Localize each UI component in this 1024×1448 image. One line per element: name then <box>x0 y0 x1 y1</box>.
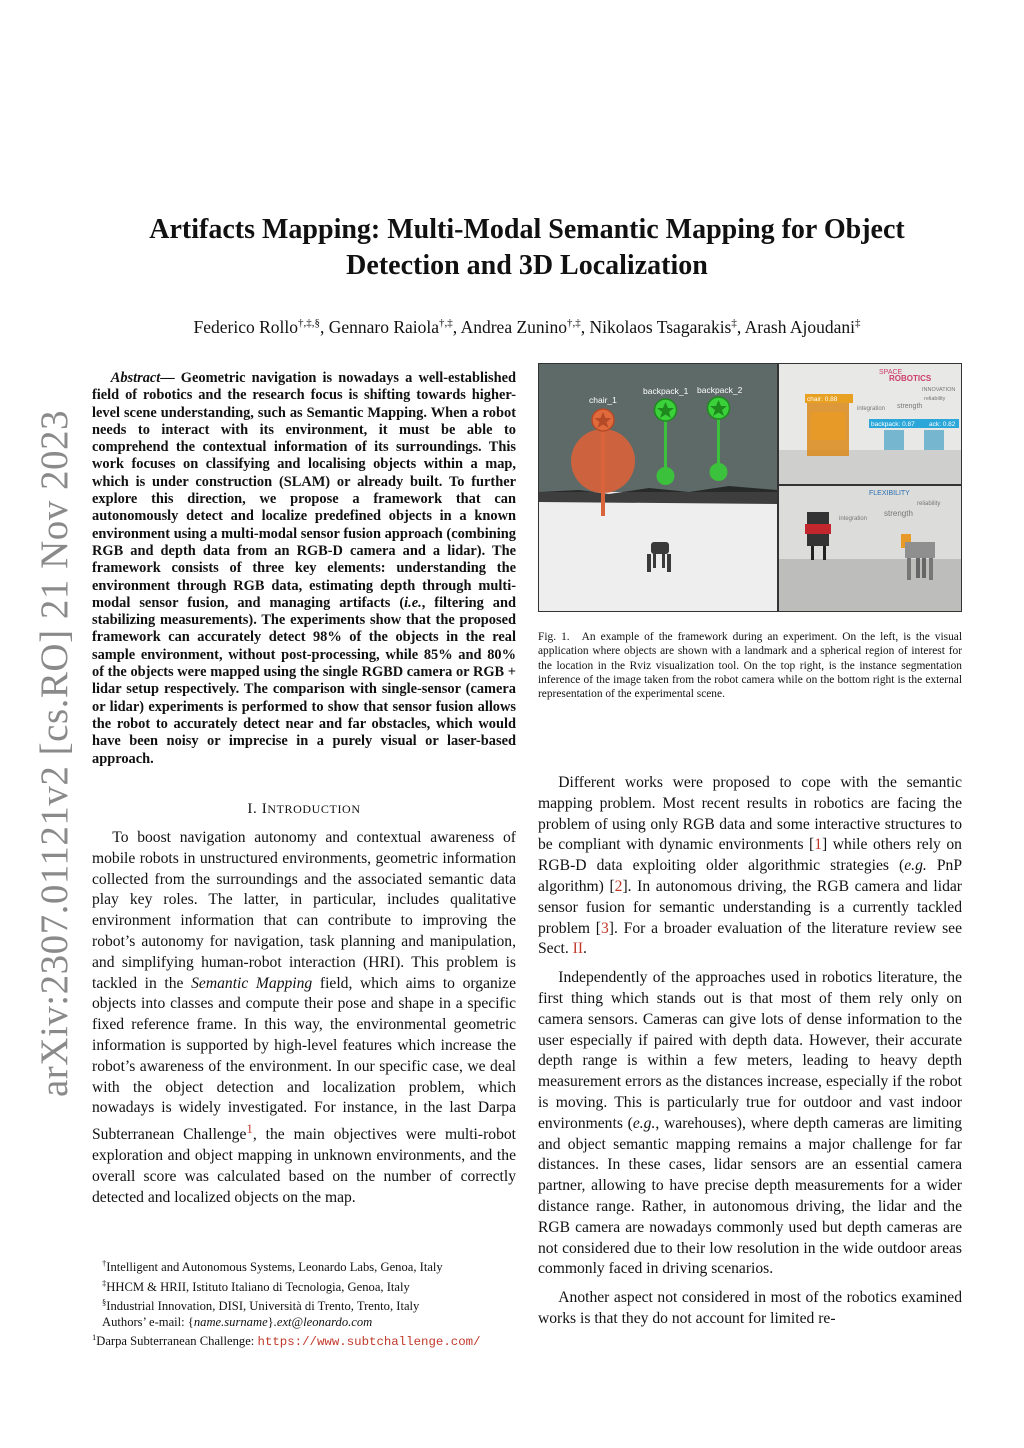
section-heading-introduction <box>92 800 516 818</box>
email-domain-part: .ext@leonardo.com <box>273 1314 373 1329</box>
abstract-ie: i.e. <box>404 594 422 611</box>
body-text: , warehouses), where depth cameras are limiting and object semantic mapping remains a major challenge for far distances. In these cases, lidar sensors are an essential camera partner, allowing to have precise depth measurements for a wider distance range. Rather, in autonomous driving, the lidar and the RGB camera are nowadays commonly used but depth cameras are not considered due to their low resolution in the wide outdoor areas commonly faced in driving scenarios. <box>538 1114 962 1278</box>
detection-chair: chair: 0.88 <box>807 396 838 403</box>
caption-label: Fig. 1. <box>538 631 570 643</box>
body-text: ]. In autonomous driving, the RGB camera and lidar sensor fusion for semantic understanding is a currently tackled problem [ <box>538 877 962 937</box>
author-name: Andrea Zunino <box>460 316 568 337</box>
footnote-text: Intelligent and Autonomous Systems, Leonardo Labs, Genoa, Italy <box>106 1260 443 1275</box>
affiliation-marks: †,‡,§ <box>297 317 320 329</box>
wall-text: integration <box>857 406 886 412</box>
right-paragraph-3 <box>538 1288 962 1330</box>
wall-text: ROBOTICS <box>889 374 932 383</box>
section-number: I. <box>247 801 258 817</box>
affiliation-marks: †,‡ <box>567 317 581 329</box>
footnote-affiliation <box>92 1256 516 1276</box>
intro-text-b: field, which aims to organize objects into classes and compute their pose and shape in a specific fixed reference frame. In this way, the environmental geometric information is supported by high-level features which increase the robot’s awareness of the environment. In our specific case, we deal with the object detection and localization problem, which nowadays is widely investigated. For instance, in the last Darpa Subterranean Challenge <box>92 974 516 1144</box>
caption-text: An example of the framework during an experiment. On the left, is the visual application where objects are shown with a landmark and a spherical region of interest for the location in the Rviz visualization tool. On the top right, is the instance segmentation inference of the image taken from the robot camera while on the bottom right is the external representation of the experimental scene. <box>538 631 962 701</box>
footnote-affiliation <box>92 1295 516 1315</box>
abstract <box>92 370 516 768</box>
label-backpack-1: backpack_1 <box>643 386 689 396</box>
citation-link[interactable]: 2 <box>614 877 623 895</box>
wall-text: INNOVATION <box>922 387 956 393</box>
intro-text-c: , the main objectives were multi-robot exploration and object mapping in unknown environments, and the overall score was calculated based on the number of correctly detected and localized objects on the map. <box>92 1126 516 1206</box>
abstract-text-a: Geometric navigation is nowadays a well-established field of robotics and the research focus is shifting towards higher-level scene understanding, such as Semantic Mapping. When a robot needs to interact with its environment, it must be able to comprehend the contextual information of its surroundings. This work focuses on classifying and localising objects within a map, which is under construction (SLAM) or already built. To further explore this direction, we propose a framework that can autonomously detect and localize predefined objects in a known environment using a multi-modal sensor fusion approach (combining RGB and depth data from an RGB-D camera and a lidar). The framework consists of three key elements: understanding the environment through RGB data, estimating depth through multi-modal sensor fusion, and managing artifacts ( <box>92 370 516 611</box>
footnote-text: Darpa Subterranean Challenge: <box>96 1334 258 1349</box>
footnote-darpa <box>92 1330 516 1351</box>
right-paragraph-2 <box>538 968 962 1280</box>
affiliation-marks: ‡ <box>855 317 861 329</box>
footnotes <box>92 1256 516 1351</box>
section-link[interactable]: II <box>572 940 584 958</box>
author-list: Federico Rollo†,‡,§, Gennaro Raiola†,‡, Andrea Zunino†,‡, Nikolaos Tsagarakis‡, Arash Ajoudani‡ <box>193 316 861 337</box>
body-emphasis: e.g. <box>632 1114 656 1132</box>
footnote-link[interactable]: 1 <box>246 1121 253 1137</box>
author-name: Gennaro Raiola <box>328 316 440 337</box>
darpa-url-link[interactable]: https://www.subtchallenge.com/ <box>257 1335 481 1350</box>
body-text: . <box>583 940 587 958</box>
arxiv-identifier-stamp: arXiv:2307.01121v2 [cs.RO] 21 Nov 2023 <box>33 410 76 1097</box>
author-name: Arash Ajoudani <box>744 316 856 337</box>
citation-link[interactable]: 3 <box>600 919 609 937</box>
author-name: Nikolaos Tsagarakis <box>589 316 732 337</box>
affiliation-marks: †,‡ <box>439 317 453 329</box>
body-text: Independently of the approaches used in robotics literature, the first thing which stands out is that most of them rely only on camera sensors. Cameras can give lots of dense information to the user especially if paired with depth data. However, their accurate depth range is within a few meters, leading to heavy depth measurement errors as the distances increase, especially if the robot is moving. This is particularly true for outdoor and vast indoor environments ( <box>538 969 962 1132</box>
label-backpack-2: backpack_2 <box>697 385 743 395</box>
affiliation-marks: ‡ <box>731 317 737 329</box>
introduction-body <box>92 828 516 1209</box>
figure-1-caption <box>538 630 962 701</box>
body-text: Another aspect not considered in most of the robotics examined works is that they do not account for limited re- <box>538 1289 962 1327</box>
wall-text: strength <box>897 403 923 410</box>
footnote-mark: † <box>102 1258 107 1268</box>
section-name-rest: NTRODUCTION <box>267 802 361 816</box>
figure-1-image <box>539 364 961 611</box>
figure-1 <box>538 363 962 612</box>
abstract-text-b: , filtering and stabilizing measurements). The experiments show that the proposed framework can accurately detect 98% of the objects in the real sample environment, without post-processing, while 85% and 80% of the objects were mapped using the single RGBD camera or RGB + lidar setup respectively. The comparison with single-sensor (camera or lidar) experiments is performed to show that sensor fusion allows the robot to accurately detect near and far obstacles, which would have been noisy or imprecise in a purely visual or laser-based approach. <box>92 594 516 767</box>
label-chair: chair_1 <box>589 395 617 405</box>
body-text: ] while others rely on RGB-D data exploiting older algorithmic strategies ( <box>538 836 962 875</box>
intro-text-a: To boost navigation autonomy and contextual awareness of mobile robots in unstructured environments, geometric information collected from the surroundings and the associated semantic data play key roles. The latter, in particular, includes qualitative environment information that can contribute to improving the robot’s autonomy for navigation, task planning and manipulation, and simplifying human-robot interaction (HRI). This problem is tackled in the <box>92 829 516 992</box>
body-emphasis: e.g. <box>904 857 927 875</box>
footnote-mark: 1 <box>92 1332 97 1343</box>
detection-backpack: backpack: 0.87 <box>871 421 915 428</box>
footnote-text: HHCM & HRII, Istituto Italiano di Tecnologia, Genoa, Italy <box>106 1279 410 1294</box>
right-paragraph-1 <box>538 773 962 960</box>
email-brace: } <box>267 1314 274 1329</box>
footnote-email <box>92 1315 516 1330</box>
wall-text: FLEXIBILITY <box>869 490 910 497</box>
title-line-1: Artifacts Mapping: Multi-Modal Semantic Mapping for Object <box>149 214 905 245</box>
wall-text: integration <box>839 516 868 522</box>
body-text: PnP algorithm) [ <box>538 857 962 895</box>
footnote-text: Industrial Innovation, DISI, Università di Trento, Trento, Italy <box>106 1299 420 1314</box>
footnote-affiliation <box>92 1276 516 1296</box>
abstract-dash: — <box>160 370 175 386</box>
intro-paragraph <box>92 828 516 1209</box>
wall-text: strength <box>884 509 913 518</box>
title-line-2: Detection and 3D Localization <box>346 250 708 281</box>
paper-title <box>120 212 934 284</box>
footnote-mark: ‡ <box>102 1277 107 1288</box>
footnote-mark: § <box>102 1297 107 1308</box>
abstract-label: Abstract <box>110 370 161 386</box>
body-text: Different works were proposed to cope with the semantic mapping problem. Most recent results in robotics are facing the problem of using only RGB data and some interactive structures to be compliant with dynamic environments [ <box>538 774 962 854</box>
right-column-body <box>538 773 962 1330</box>
email-name-part: name.surname <box>193 1314 268 1329</box>
section-name-first: I <box>261 801 268 817</box>
wall-text: SPACE <box>879 369 903 376</box>
wall-text: reliability <box>917 501 941 507</box>
wall-text: reliability <box>924 396 946 402</box>
email-prefix: Authors’ e-mail: { <box>102 1314 194 1329</box>
intro-emphasis: Semantic Mapping <box>191 974 313 992</box>
body-text: ]. For a broader evaluation of the literature review see Sect. <box>538 919 963 958</box>
author-name: Federico Rollo <box>193 316 298 337</box>
detection-backpack: ack: 0.82 <box>929 421 956 428</box>
citation-link[interactable]: 1 <box>814 836 823 854</box>
